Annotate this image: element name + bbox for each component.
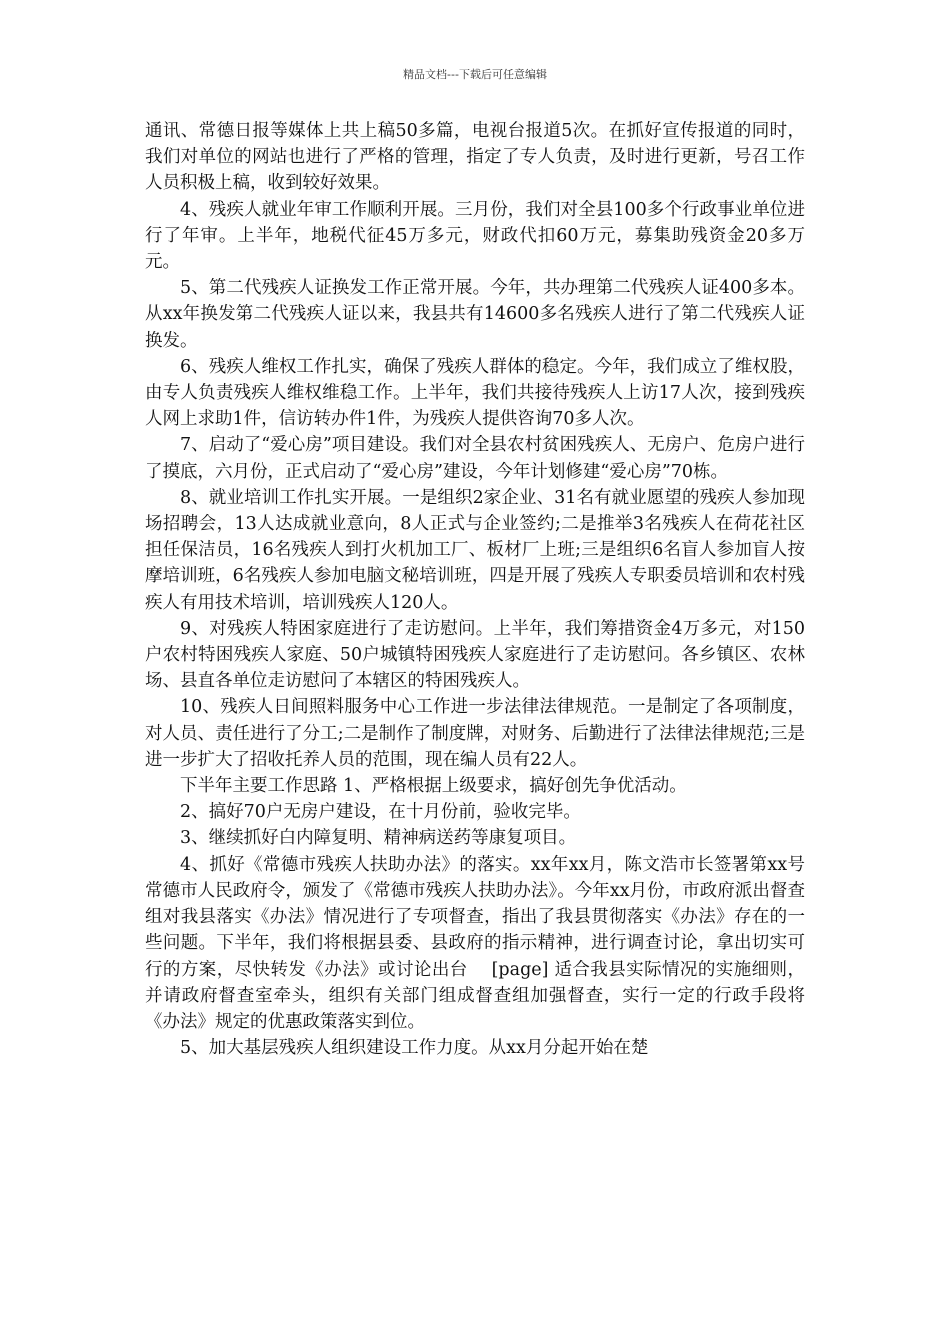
paragraph-9: 下半年主要工作思路 1、严格根据上级要求，搞好创先争优活动。 — [180, 776, 687, 797]
paragraph-5: 7、启动了“爱心房”项目建设。我们对全县农村贫困残疾人、无房户、危房户进行了摸底，六月份，正式启动了“爱心房”建设，今年计划修建“爱心房”70栋。 — [145, 435, 805, 482]
paragraph-11: 3、继续抓好白内障复明、精神病送药等康复项目。 — [180, 828, 577, 849]
paragraph-6: 8、就业培训工作扎实开展。一是组织2家企业、31名有就业愿望的残疾人参加现场招聘会，13人达成就业意向，8人正式与企业签约;二是推举3名残疾人在荷花社区担任保洁员，16名残疾人到打火机加工厂、板材厂上班;三是组织6名盲人参加盲人按摩培训班，6名残疾人参加电脑文秘培训班，四是开展了残疾人专职委员培训和农村残疾人有用技术培训，培训残疾人120人。 — [145, 487, 805, 613]
paragraph-7: 9、对残疾人特困家庭进行了走访慰问。上半年，我们筹措资金4万多元，对150户农村特困残疾人家庭、50户城镇特困残疾人家庭进行了走访慰问。各乡镇区、农林场、县直各单位走访慰问了本辖区的特困残疾人。 — [145, 618, 805, 692]
page-header: 精品文档---下载后可任意编辑 — [403, 68, 547, 81]
paragraph-2: 4、残疾人就业年审工作顺利开展。三月份，我们对全县100多个行政事业单位进行了年审。上半年，地税代征45万多元，财政代扣60万元，募集助残资金20多万元。 — [145, 199, 805, 273]
paragraph-4: 6、残疾人维权工作扎实，确保了残疾人群体的稳定。今年，我们成立了维权股，由专人负责残疾人维权维稳工作。上半年，我们共接待残疾人上访17人次，接到残疾人网上求助1件，信访转办件1件，为残疾人提供咨询70多人次。 — [145, 356, 805, 430]
paragraph-12: 4、抓好《常德市残疾人扶助办法》的落实。xx年xx月，陈文浩市长签署第xx号常德市人民政府令，颁发了《常德市残疾人扶助办法》。今年xx月份，市政府派出督查组对我县落实《办法》情况进行了专项督查，指出了我县贯彻落实《办法》存在的一些问题。下半年，我们将根据县委、县政府的指示精神，进行调查讨论，拿出切实可行的方案，尽快转发《办法》或讨论出台 [page] 适合我县实际情况的实施细则，并请政府督查室牵头，组织有关部门组成督查组加强督查，实行一定的行政手段将《办法》规定的优惠政策落实到位。 — [145, 854, 805, 1032]
paragraph-13: 5、加大基层残疾人组织建设工作力度。从xx月分起开始在楚 — [180, 1038, 649, 1059]
paragraph-1: 通讯、常德日报等媒体上共上稿50多篇，电视台报道5次。在抓好宣传报道的同时，我们对单位的网站也进行了严格的管理，指定了专人负责，及时进行更新，号召工作人员积极上稿，收到较好效果。 — [145, 121, 805, 194]
paragraph-8: 10、残疾人日间照料服务中心工作进一步法律法律规范。一是制定了各项制度，对人员、责任进行了分工;二是制作了制度牌，对财务、后勤进行了法律法律规范;三是进一步扩大了招收托养人员的范围，现在编人员有22人。 — [145, 697, 805, 770]
paragraph-3: 5、第二代残疾人证换发工作正常开展。今年，共办理第二代残疾人证400多本。从xx年换发第二代残疾人证以来，我县共有14600多名残疾人进行了第二代残疾人证换发。 — [145, 278, 805, 351]
paragraph-10: 2、搞好70户无房户建设，在十月份前，验收完毕。 — [180, 802, 581, 823]
document-body — [145, 118, 805, 1061]
